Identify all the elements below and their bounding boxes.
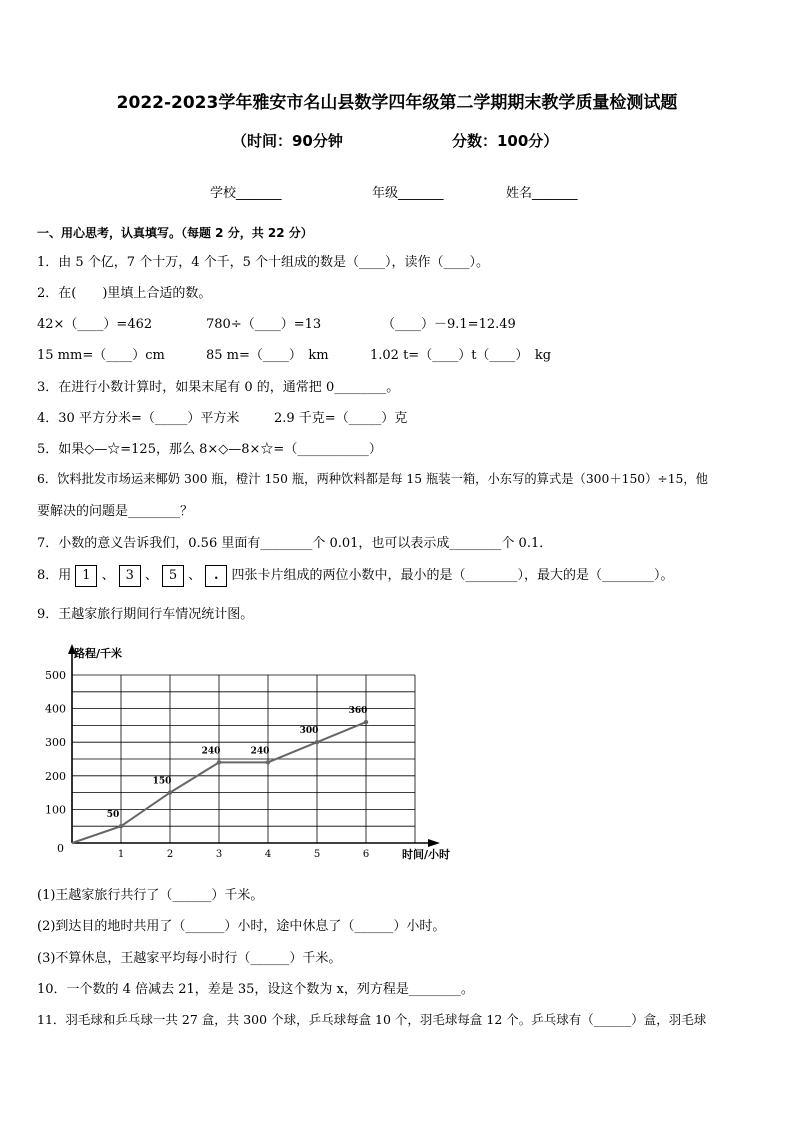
question-4-part-a: 4．30 平方分米=（_____）平方米 [37,411,240,426]
distance-time-line-chart [30,640,470,870]
question-9-sub-1: (1)王越家旅行共行了（______）千米。 [37,888,264,903]
data-point [364,720,368,724]
question-1: 1．由 5 个亿，7 个十万，4 个千，5 个十组成的数是（____），读作（____）。 [37,255,490,270]
q2-item: （____）－9.1=12.49 [382,317,516,332]
number-card: 1 [75,565,97,587]
x-tick-label: 6 [362,849,370,860]
q2-item: 1.02 t=（____）t（____） kg [370,348,552,363]
grade-field[interactable]: 年级_______ [372,186,444,201]
q8-suffix: 四张卡片组成的两位小数中，最小的是（________），最大的是（________）。 [231,568,674,583]
x-tick-label: 3 [215,849,223,860]
origin-label: 0 [57,842,64,855]
y-tick-label: 200 [45,769,66,783]
data-point [168,790,172,794]
q2-item: 780÷（____）=13 [206,317,322,332]
question-9-sub-2: (2)到达目的地时共用了（______）小时，途中休息了（______）小时。 [37,919,446,934]
q8-separator: 、 [101,568,115,583]
q8-prefix: 8．用 [37,568,72,583]
section-heading: 一、用心思考，认真填写。（每题 2 分，共 22 分） [37,226,313,240]
question-5: 5．如果◇—☆=125，那么 8×◇—8×☆=（___________） [37,442,382,457]
q8-separator: 、 [144,568,158,583]
x-axis-arrow [428,839,440,847]
y-axis-title: 路程/千米 [74,647,123,660]
data-label: 240 [201,746,221,757]
x-tick-label: 4 [264,849,272,860]
question-6-line-1: 6．饮料批发市场运来椰奶 300 瓶，橙汁 150 瓶，两种饮料都是每 15 瓶装一箱，小东写的算式是（300＋150）÷15，他 [37,472,708,486]
name-field[interactable]: 姓名_______ [506,186,578,201]
question-2-stem: 2．在( )里填上合适的数。 [37,286,212,301]
x-axis-title: 时间/小时 [402,848,451,861]
data-label: 300 [299,726,319,737]
y-tick-label: 500 [45,669,66,682]
exam-title: 2022-2023学年雅安市名山县数学四年级第二学期期末教学质量检测试题 [116,93,678,113]
exam-time: （时间：90分钟 [232,132,343,150]
question-6-line-2: 要解决的问题是________？ [37,504,194,519]
number-card: 5 [162,565,184,587]
decimal-point-card: . [205,565,227,587]
data-label: 150 [152,776,172,787]
data-label: 360 [348,706,368,717]
q2-item: 85 m=（____） km [206,348,329,363]
y-tick-label: 100 [45,803,66,817]
data-label: 50 [106,810,120,821]
data-point [217,760,221,764]
data-point [266,760,270,764]
data-label: 240 [250,746,270,757]
exam-score: 分数：100分） [452,132,559,150]
question-11: 11．羽毛球和乒乓球一共 27 盒，共 300 个球，乒乓球每盒 10 个，羽毛球每盒 12 个。乒乓球有（______）盒，羽毛球 [37,1012,707,1027]
question-4-part-b: 2.9 千克=（_____）克 [274,411,408,426]
data-point [119,824,123,828]
x-tick-label: 5 [313,849,321,860]
question-9-stem: 9．王越家旅行期间行车情况统计图。 [37,607,254,622]
question-3: 3．在进行小数计算时，如果末尾有 0 的，通常把 0________。 [37,380,400,395]
question-7: 7．小数的意义告诉我们，0.56 里面有________个 0.01，也可以表示成________个 0.1． [37,536,553,551]
question-8 [37,564,673,587]
question-9-sub-3: (3)不算休息，王越家平均每小时行（______）千米。 [37,951,342,966]
school-field[interactable]: 学校_______ [210,186,282,201]
x-tick-label: 1 [117,849,125,860]
data-point [315,740,319,744]
y-tick-label: 400 [45,702,66,716]
q8-separator: 、 [188,568,202,583]
q2-item: 15 mm=（____）cm [37,348,165,363]
q2-item: 42×（____）=462 [37,317,153,332]
y-tick-label: 300 [45,736,66,750]
question-10: 10．一个数的 4 倍减去 21，差是 35，设这个数为 x，列方程是________。 [37,982,474,997]
number-card: 3 [119,565,141,587]
x-tick-label: 2 [166,849,174,860]
